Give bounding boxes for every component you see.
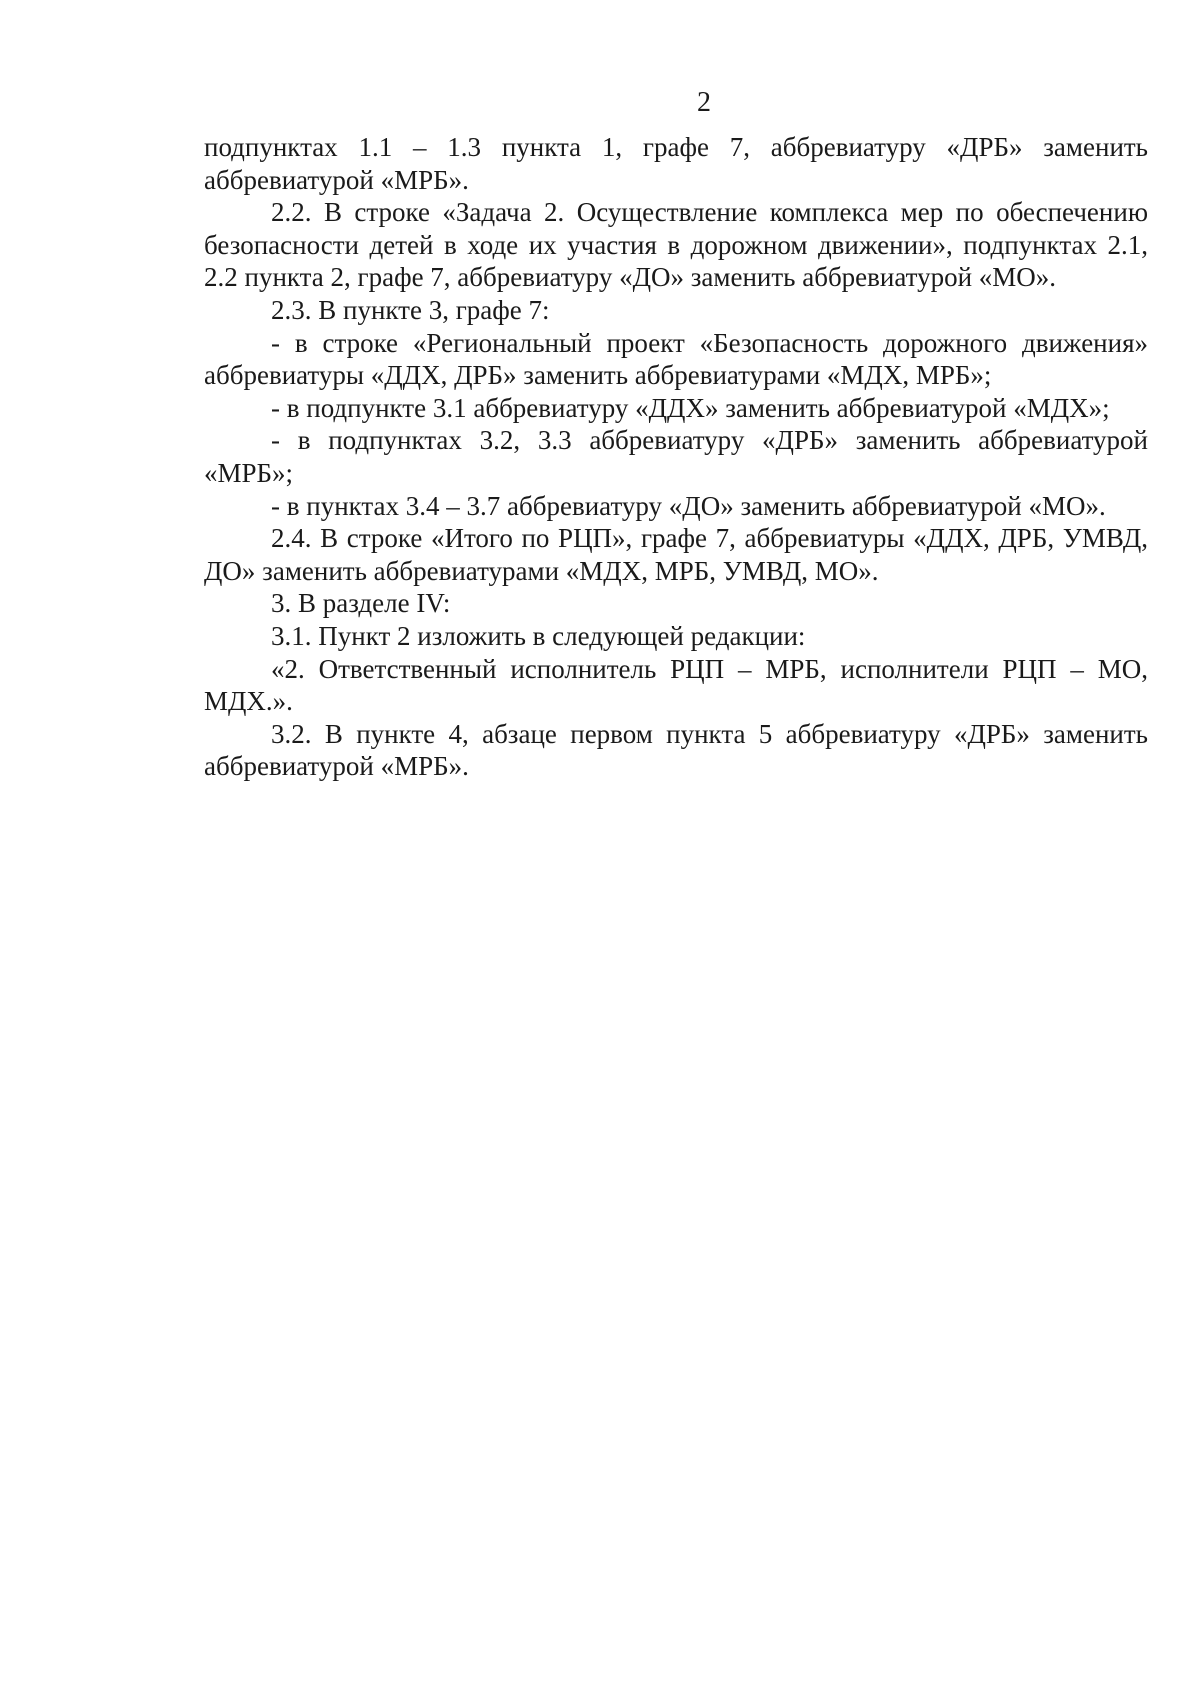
paragraph: 2.3. В пункте 3, графе 7: <box>271 294 550 325</box>
paragraph: - в подпункте 3.1 аббревиатуру «ДДХ» заменить аббревиатурой «МДХ»; <box>271 392 1110 423</box>
document-body <box>204 131 1148 783</box>
page-number: 2 <box>697 87 711 118</box>
paragraph: 3. В разделе IV: <box>271 588 451 619</box>
paragraph: 3.2. В пункте 4, абзаце первом пункта 5 аббревиатуру «ДРБ» заменить аббревиатурой «МРБ». <box>204 718 1148 782</box>
paragraph: «2. Ответственный исполнитель РЦП – МРБ, исполнители РЦП – МО, МДХ.». <box>204 653 1148 717</box>
paragraph: подпунктах 1.1 – 1.3 пункта 1, графе 7, аббревиатуру «ДРБ» заменить аббревиатурой «МРБ». <box>204 132 1148 195</box>
paragraph: 2.4. В строке «Итого по РЦП», графе 7, аббревиатуры «ДДХ, ДРБ, УМВД, ДО» заменить аббревиатурами «МДХ, МРБ, УМВД, МО». <box>204 523 1148 586</box>
paragraph: 3.1. Пункт 2 изложить в следующей редакции: <box>271 620 806 651</box>
paragraph: - в пунктах 3.4 – 3.7 аббревиатуру «ДО» заменить аббревиатурой «МО». <box>271 490 1106 521</box>
paragraph: - в строке «Региональный проект «Безопасность дорожного движения» аббревиатуры «ДДХ, ДРБ» заменить аббревиатурами «МДХ, МРБ»; <box>204 327 1148 391</box>
paragraph: 2.2. В строке «Задача 2. Осуществление комплекса мер по обеспечению безопасности детей в ходе их участия в дорожном движении», подпунктах 2.1, 2.2 пункта 2, графе 7, аббревиатуру «ДО» заменить аббревиатурой «МО». <box>204 197 1148 293</box>
paragraph: - в подпунктах 3.2, 3.3 аббревиатуру «ДРБ» заменить аббревиатурой «МРБ»; <box>204 425 1148 488</box>
